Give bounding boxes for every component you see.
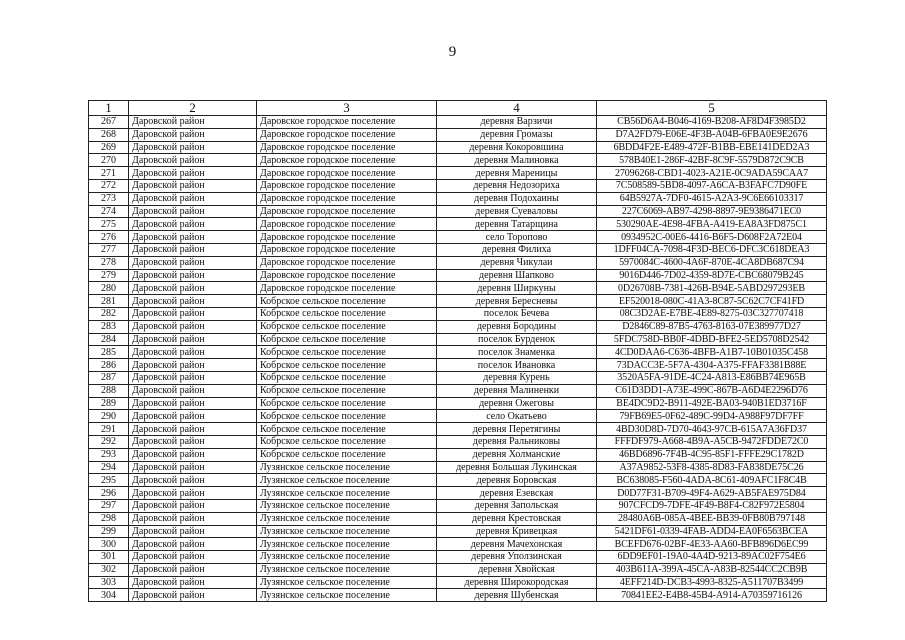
row-number: 289 (89, 397, 129, 410)
settlement-name: деревня Громазы (437, 128, 597, 141)
fias-guid: 6DD9EF01-19A0-4A4D-9213-89AC02F754E6 (597, 551, 827, 564)
table-row (89, 576, 827, 589)
municipality-name: Лузянское сельское поселение (257, 461, 437, 474)
fias-guid: 70841EE2-E4B8-45B4-A914-A70359716126 (597, 589, 827, 602)
district-name: Даровской район (129, 231, 257, 244)
fias-guid: 4EFF214D-DCB3-4993-8325-A511707B3499 (597, 576, 827, 589)
row-number: 277 (89, 243, 129, 256)
row-number: 272 (89, 179, 129, 192)
district-name: Даровской район (129, 346, 257, 359)
district-name: Даровской район (129, 256, 257, 269)
settlement-name: деревня Бородины (437, 320, 597, 333)
district-name: Даровской район (129, 435, 257, 448)
settlement-name: поселок Бечева (437, 307, 597, 320)
settlement-name: село Торопово (437, 231, 597, 244)
municipality-name: Даровское городское поселение (257, 128, 437, 141)
fias-guid: 0D26708B-7381-426B-B94E-5ABD297293EB (597, 282, 827, 295)
settlement-name: деревня Кокоровшина (437, 141, 597, 154)
table-row (89, 435, 827, 448)
settlement-name: деревня Филиха (437, 243, 597, 256)
settlement-name: деревня Уползинская (437, 551, 597, 564)
fias-guid: 5970084C-4600-4A6F-870E-4CA8DB687C94 (597, 256, 827, 269)
fias-guid: 79FB69E5-0F62-489C-99D4-A988F97DF7FF (597, 410, 827, 423)
table-row (89, 243, 827, 256)
row-number: 269 (89, 141, 129, 154)
row-number: 288 (89, 384, 129, 397)
district-name: Даровской район (129, 397, 257, 410)
district-name: Даровской район (129, 295, 257, 308)
settlement-name: деревня Кривецкая (437, 525, 597, 538)
municipality-name: Даровское городское поселение (257, 282, 437, 295)
table-row (89, 282, 827, 295)
row-number: 273 (89, 192, 129, 205)
municipality-name: Даровское городское поселение (257, 231, 437, 244)
row-number: 276 (89, 231, 129, 244)
row-number: 278 (89, 256, 129, 269)
row-number: 285 (89, 346, 129, 359)
table-row (89, 179, 827, 192)
table-row (89, 167, 827, 180)
row-number: 270 (89, 154, 129, 167)
municipality-name: Даровское городское поселение (257, 205, 437, 218)
table-row (89, 231, 827, 244)
municipality-name: Даровское городское поселение (257, 116, 437, 129)
page-number: 9 (448, 44, 457, 60)
row-number: 284 (89, 333, 129, 346)
fias-guid: D2846C89-87B5-4763-8163-07E389977D27 (597, 320, 827, 333)
municipality-name: Даровское городское поселение (257, 243, 437, 256)
municipality-name: Даровское городское поселение (257, 179, 437, 192)
district-name: Даровской район (129, 576, 257, 589)
fias-guid: 08C3D2AE-E7BE-4E89-8275-03C327707418 (597, 307, 827, 320)
fias-guid: 9016D446-7D02-4359-8D7E-CBC68079B245 (597, 269, 827, 282)
table-row (89, 525, 827, 538)
district-name: Даровской район (129, 410, 257, 423)
row-number: 293 (89, 448, 129, 461)
fias-guid: BC638085-F560-4ADA-8C61-409AFC1F8C4B (597, 474, 827, 487)
settlement-name: деревня Шиpкуны (437, 282, 597, 295)
row-number: 301 (89, 551, 129, 564)
fias-guid: C61D3DD1-A73E-499C-867B-A6D4E2296D76 (597, 384, 827, 397)
municipality-name: Кобрское сельское поселение (257, 346, 437, 359)
settlement-name: деревня Курень (437, 371, 597, 384)
fias-guid: 5FDC758D-BB0F-4DBD-BFE2-5ED5708D2542 (597, 333, 827, 346)
row-number: 267 (89, 116, 129, 129)
column-header-guid: 5 (597, 101, 827, 116)
settlement-registry-table (88, 100, 827, 602)
settlement-name: деревня Малиненки (437, 384, 597, 397)
row-number: 297 (89, 499, 129, 512)
table-row (89, 128, 827, 141)
table-row (89, 448, 827, 461)
district-name: Даровской район (129, 243, 257, 256)
settlement-name: деревня Мареницы (437, 167, 597, 180)
municipality-name: Кобрское сельское поселение (257, 435, 437, 448)
fias-guid: 0934952C-00E6-4416-B6F5-D608F2A72E04 (597, 231, 827, 244)
settlement-name: поселок Знаменка (437, 346, 597, 359)
district-name: Даровской район (129, 563, 257, 576)
row-number: 268 (89, 128, 129, 141)
district-name: Даровской район (129, 179, 257, 192)
fias-guid: EF520018-080C-41A3-8C87-5C62C7CF41FD (597, 295, 827, 308)
municipality-name: Лузянское сельское поселение (257, 474, 437, 487)
settlement-name: деревня Широкородская (437, 576, 597, 589)
municipality-name: Кобрское сельское поселение (257, 384, 437, 397)
fias-guid: 530290AE-4E98-4FBA-A419-EA8A3FD875C1 (597, 218, 827, 231)
district-name: Даровской район (129, 589, 257, 602)
row-number: 286 (89, 359, 129, 372)
row-number: 280 (89, 282, 129, 295)
column-header-number: 1 (89, 101, 129, 116)
row-number: 292 (89, 435, 129, 448)
row-number: 275 (89, 218, 129, 231)
municipality-name: Лузянское сельское поселение (257, 563, 437, 576)
municipality-name: Лузянское сельское поселение (257, 589, 437, 602)
district-name: Даровской район (129, 282, 257, 295)
column-header-district: 2 (129, 101, 257, 116)
fias-guid: 28480A6B-085A-4BEE-BB39-0FB80B797148 (597, 512, 827, 525)
settlement-name: деревня Ральниковы (437, 435, 597, 448)
settlement-name: деревня Бересневы (437, 295, 597, 308)
table-row (89, 487, 827, 500)
fias-guid: 27096268-CBD1-4023-A21E-0C9ADA59CAA7 (597, 167, 827, 180)
table-row (89, 371, 827, 384)
table-row (89, 218, 827, 231)
settlement-name: поселок Ивановка (437, 359, 597, 372)
district-name: Даровской район (129, 423, 257, 436)
district-name: Даровской район (129, 141, 257, 154)
row-number: 291 (89, 423, 129, 436)
table-row (89, 269, 827, 282)
municipality-name: Кобрское сельское поселение (257, 397, 437, 410)
municipality-name: Кобрское сельское поселение (257, 307, 437, 320)
district-name: Даровской район (129, 192, 257, 205)
table-row (89, 474, 827, 487)
settlement-name: деревня Суеваловы (437, 205, 597, 218)
municipality-name: Лузянское сельское поселение (257, 551, 437, 564)
municipality-name: Лузянское сельское поселение (257, 487, 437, 500)
column-header-municipality: 3 (257, 101, 437, 116)
municipality-name: Даровское городское поселение (257, 141, 437, 154)
table-row (89, 333, 827, 346)
fias-guid: 907CFCD9-7DFE-4F49-B8F4-C82F972E5804 (597, 499, 827, 512)
district-name: Даровской район (129, 384, 257, 397)
table-row (89, 359, 827, 372)
settlement-name: деревня Холманские (437, 448, 597, 461)
fias-guid: 64B5927A-7DF0-4615-A2A3-9C6E66103317 (597, 192, 827, 205)
municipality-name: Даровское городское поселение (257, 154, 437, 167)
settlement-name: деревня Запольская (437, 499, 597, 512)
table-row (89, 423, 827, 436)
settlement-name: деревня Ожеговы (437, 397, 597, 410)
settlement-name: деревня Езевская (437, 487, 597, 500)
row-number: 271 (89, 167, 129, 180)
municipality-name: Лузянское сельское поселение (257, 538, 437, 551)
fias-guid: 46BD6896-7F4B-4C95-85F1-FFFE29C1782D (597, 448, 827, 461)
municipality-name: Лузянское сельское поселение (257, 499, 437, 512)
municipality-name: Лузянское сельское поселение (257, 525, 437, 538)
district-name: Даровской район (129, 474, 257, 487)
row-number: 295 (89, 474, 129, 487)
fias-guid: A37A9852-53F8-4385-8D83-FA838DE75C26 (597, 461, 827, 474)
district-name: Даровской район (129, 448, 257, 461)
table-row (89, 205, 827, 218)
fias-guid: 73DACC3E-5F7A-4304-A375-FFAF3381B88E (597, 359, 827, 372)
row-number: 283 (89, 320, 129, 333)
settlement-name: деревня Шапково (437, 269, 597, 282)
fias-guid: BCEFD676-02BF-4E33-AA60-BFB896D6EC99 (597, 538, 827, 551)
table-row (89, 154, 827, 167)
municipality-name: Кобрское сельское поселение (257, 333, 437, 346)
municipality-name: Кобрское сельское поселение (257, 410, 437, 423)
municipality-name: Кобрское сельское поселение (257, 295, 437, 308)
settlement-name: деревня Недозориха (437, 179, 597, 192)
municipality-name: Кобрское сельское поселение (257, 371, 437, 384)
settlement-name: село Окатьево (437, 410, 597, 423)
settlement-name: деревня Малиновка (437, 154, 597, 167)
table-row (89, 499, 827, 512)
table-row (89, 307, 827, 320)
table-row (89, 320, 827, 333)
fias-guid: CB56D6A4-B046-4169-B208-AF8D4F3985D2 (597, 116, 827, 129)
row-number: 281 (89, 295, 129, 308)
row-number: 303 (89, 576, 129, 589)
fias-guid: BE4DC9D2-B911-492E-BA03-940B1ED3716F (597, 397, 827, 410)
table-row (89, 346, 827, 359)
settlement-name: деревня Хвойская (437, 563, 597, 576)
district-name: Даровской район (129, 371, 257, 384)
district-name: Даровской район (129, 154, 257, 167)
table-row (89, 461, 827, 474)
row-number: 304 (89, 589, 129, 602)
district-name: Даровской район (129, 307, 257, 320)
district-name: Даровской район (129, 525, 257, 538)
row-number: 294 (89, 461, 129, 474)
district-name: Даровской район (129, 269, 257, 282)
municipality-name: Даровское городское поселение (257, 167, 437, 180)
settlement-name: деревня Варзичи (437, 116, 597, 129)
settlement-name: деревня Большая Лукинская (437, 461, 597, 474)
settlement-name: поселок Бурденок (437, 333, 597, 346)
table-row (89, 295, 827, 308)
row-number: 296 (89, 487, 129, 500)
fias-guid: FFFDF979-A668-4B9A-A5CB-9472FDDE72C0 (597, 435, 827, 448)
municipality-name: Даровское городское поселение (257, 192, 437, 205)
district-name: Даровской район (129, 499, 257, 512)
fias-guid: 3520A5FA-91DE-4C24-A813-E86BB74E965B (597, 371, 827, 384)
fias-guid: 578B40E1-286F-42BF-8C9F-5579D872C9CB (597, 154, 827, 167)
settlement-name: деревня Подохаины (437, 192, 597, 205)
municipality-name: Даровское городское поселение (257, 218, 437, 231)
district-name: Даровской район (129, 487, 257, 500)
fias-guid: 403B611A-399A-45CA-A83B-82544CC2CB9B (597, 563, 827, 576)
municipality-name: Кобрское сельское поселение (257, 448, 437, 461)
settlement-name: деревня Перетягины (437, 423, 597, 436)
municipality-name: Даровское городское поселение (257, 256, 437, 269)
municipality-name: Кобрское сельское поселение (257, 423, 437, 436)
row-number: 287 (89, 371, 129, 384)
table-row (89, 141, 827, 154)
fias-guid: 5421DF61-0339-4FAB-ADD4-EA0F6563BCEA (597, 525, 827, 538)
fias-guid: 4BD30D8D-7D70-4643-97CB-615A7A36FD37 (597, 423, 827, 436)
row-number: 290 (89, 410, 129, 423)
table-row (89, 192, 827, 205)
settlement-name: деревня Шубенская (437, 589, 597, 602)
district-name: Даровской район (129, 551, 257, 564)
row-number: 274 (89, 205, 129, 218)
row-number: 302 (89, 563, 129, 576)
table-row (89, 551, 827, 564)
row-number: 279 (89, 269, 129, 282)
table-body (89, 116, 827, 602)
municipality-name: Лузянское сельское поселение (257, 512, 437, 525)
table-header-row (89, 101, 827, 116)
district-name: Даровской район (129, 538, 257, 551)
district-name: Даровской район (129, 461, 257, 474)
district-name: Даровской район (129, 116, 257, 129)
district-name: Даровской район (129, 167, 257, 180)
fias-guid: 4CD0DAA6-C636-4BFB-A1B7-10B01035C458 (597, 346, 827, 359)
settlement-name: деревня Крестовская (437, 512, 597, 525)
table-row (89, 256, 827, 269)
table-row (89, 397, 827, 410)
district-name: Даровской район (129, 205, 257, 218)
table-row (89, 384, 827, 397)
fias-guid: D7A2FD79-E06E-4F3B-A04B-6FBA0E9E2676 (597, 128, 827, 141)
municipality-name: Кобрское сельское поселение (257, 359, 437, 372)
table-row (89, 116, 827, 129)
table-row (89, 410, 827, 423)
row-number: 299 (89, 525, 129, 538)
table-row (89, 589, 827, 602)
district-name: Даровской район (129, 320, 257, 333)
district-name: Даровской район (129, 359, 257, 372)
settlement-name: деревня Мачехонская (437, 538, 597, 551)
district-name: Даровской район (129, 512, 257, 525)
district-name: Даровской район (129, 128, 257, 141)
district-name: Даровской район (129, 218, 257, 231)
district-name: Даровской район (129, 333, 257, 346)
fias-guid: 1DFF04CA-7098-4F3D-BEC6-DFC3C618DEA3 (597, 243, 827, 256)
municipality-name: Лузянское сельское поселение (257, 576, 437, 589)
row-number: 300 (89, 538, 129, 551)
fias-guid: 7C508589-5BD8-4097-A6CA-B3FAFC7D90FE (597, 179, 827, 192)
municipality-name: Даровское городское поселение (257, 269, 437, 282)
settlement-name: деревня Татарщина (437, 218, 597, 231)
table-row (89, 563, 827, 576)
municipality-name: Кобрское сельское поселение (257, 320, 437, 333)
fias-guid: D0D77F31-B709-49F4-A629-AB5FAE975D84 (597, 487, 827, 500)
row-number: 282 (89, 307, 129, 320)
column-header-settlement: 4 (437, 101, 597, 116)
settlement-name: деревня Чикулаи (437, 256, 597, 269)
fias-guid: 6BDD4F2E-E489-472F-B1BB-EBE141DED2A3 (597, 141, 827, 154)
fias-guid: 227C6069-AB97-4298-8897-9E9386471EC0 (597, 205, 827, 218)
table-row (89, 512, 827, 525)
row-number: 298 (89, 512, 129, 525)
table-row (89, 538, 827, 551)
settlement-name: деревня Боровская (437, 474, 597, 487)
